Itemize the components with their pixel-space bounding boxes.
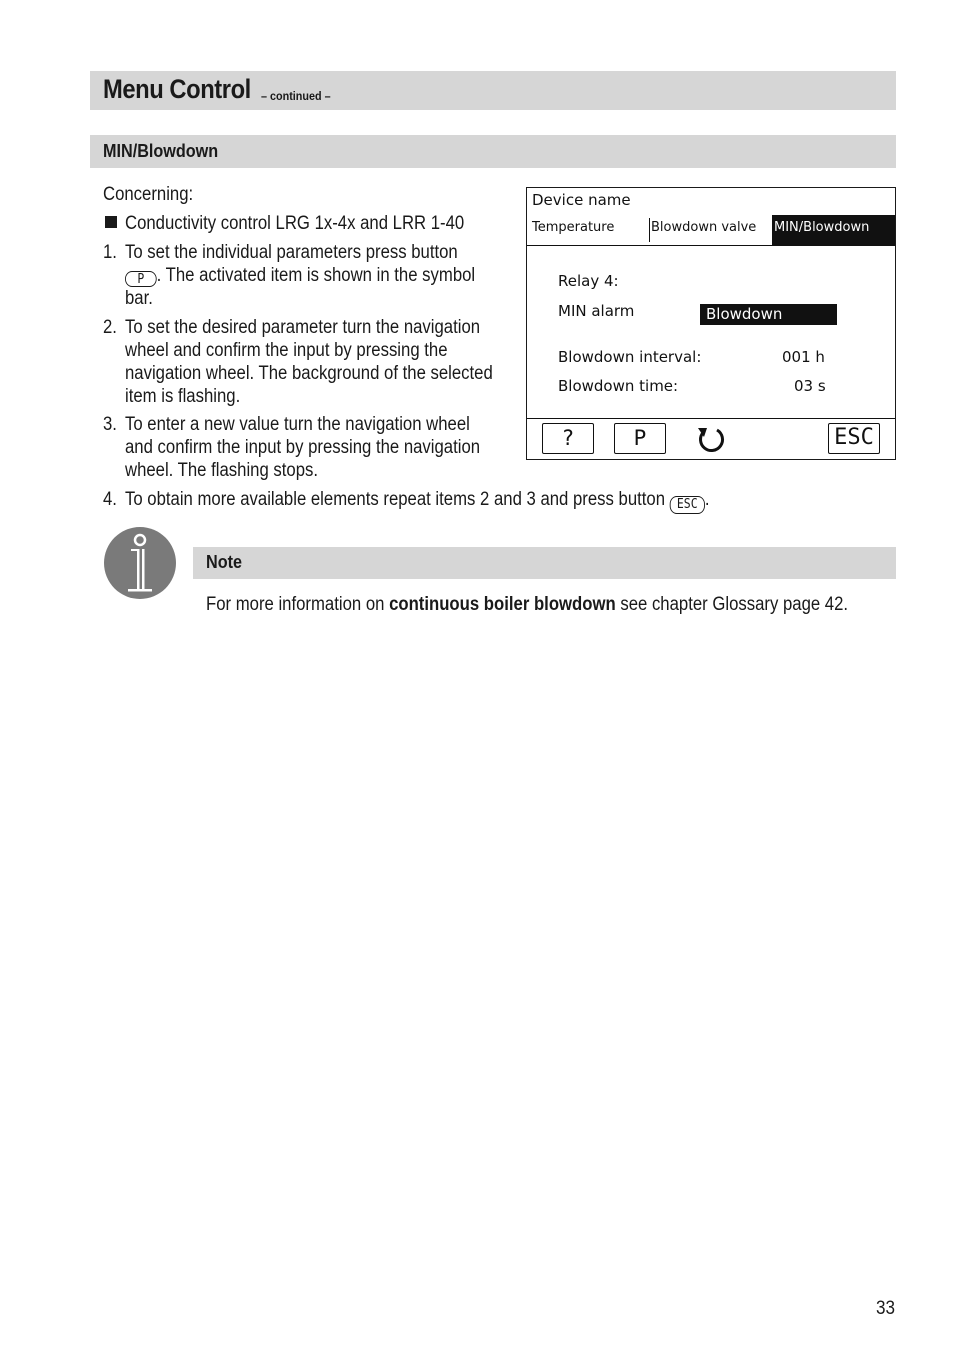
step-1-line-2: P . The activated item is shown in the symbol [125, 264, 475, 287]
concerning-label: Concerning: [103, 184, 194, 205]
step-2-line: navigation wheel. The background of the selected [125, 363, 493, 384]
refresh-icon[interactable] [695, 424, 727, 454]
tab-separator [649, 218, 650, 242]
step-2-line: wheel and confirm the input by pressing the [125, 340, 448, 361]
esc-key-icon: ESC [670, 496, 705, 514]
page-title: Menu Control [103, 74, 251, 104]
device-name-label: Device name [532, 191, 631, 209]
esc-button[interactable]: ESC [828, 423, 880, 454]
help-button[interactable]: ? [542, 423, 594, 454]
blowdown-time-label: Blowdown time: [558, 377, 679, 395]
tab-underline [527, 245, 895, 246]
step-3-line: and confirm the input by pressing the navigation [125, 437, 481, 458]
blowdown-time-value[interactable]: 03 s [794, 377, 826, 395]
info-icon [104, 527, 176, 599]
page-subtitle: – continued – [261, 89, 331, 103]
step-1-line-1: To set the individual parameters press button [125, 242, 458, 263]
relay-label: Relay 4: [558, 272, 619, 290]
device-screen [526, 187, 896, 460]
note-text: For more information on continuous boiler blowdown see chapter Glossary page 42. [206, 594, 849, 615]
step-1-number: 1. [103, 242, 117, 263]
bullet-square [105, 216, 117, 228]
tab-temperature[interactable]: Temperature [532, 220, 615, 235]
p-key-icon: P [125, 271, 157, 287]
tab-min-blowdown[interactable]: MIN/Blowdown [772, 215, 895, 245]
section-title: MIN/Blowdown [103, 141, 219, 161]
blowdown-interval-value[interactable]: 001 h [782, 348, 825, 366]
min-alarm-value[interactable]: Blowdown [700, 304, 837, 325]
min-alarm-label: MIN alarm [558, 302, 635, 320]
tab-blowdown-valve[interactable]: Blowdown valve [651, 220, 757, 235]
step-2-number: 2. [103, 317, 117, 338]
step-4-line: To obtain more available elements repeat items 2 and 3 and press button ESC . [125, 489, 710, 512]
p-button[interactable]: P [614, 423, 666, 454]
step-2-line: item is flashing. [125, 386, 241, 407]
note-bar [193, 547, 896, 579]
page-number: 33 [876, 1298, 896, 1319]
button-bar-divider [527, 418, 895, 419]
step-2-line: To set the desired parameter turn the navigation [125, 317, 481, 338]
step-3-number: 3. [103, 414, 117, 435]
step-1-line-3: bar. [125, 288, 153, 309]
note-bold-term: continuous boiler blowdown [389, 594, 616, 615]
bullet-text: Conductivity control LRG 1x-4x and LRR 1-40 [125, 213, 465, 234]
step-4-number: 4. [103, 489, 117, 510]
blowdown-interval-label: Blowdown interval: [558, 348, 702, 366]
note-title: Note [206, 552, 242, 572]
step-3-line: wheel. The flashing stops. [125, 460, 319, 481]
step-3-line: To enter a new value turn the navigation wheel [125, 414, 470, 435]
